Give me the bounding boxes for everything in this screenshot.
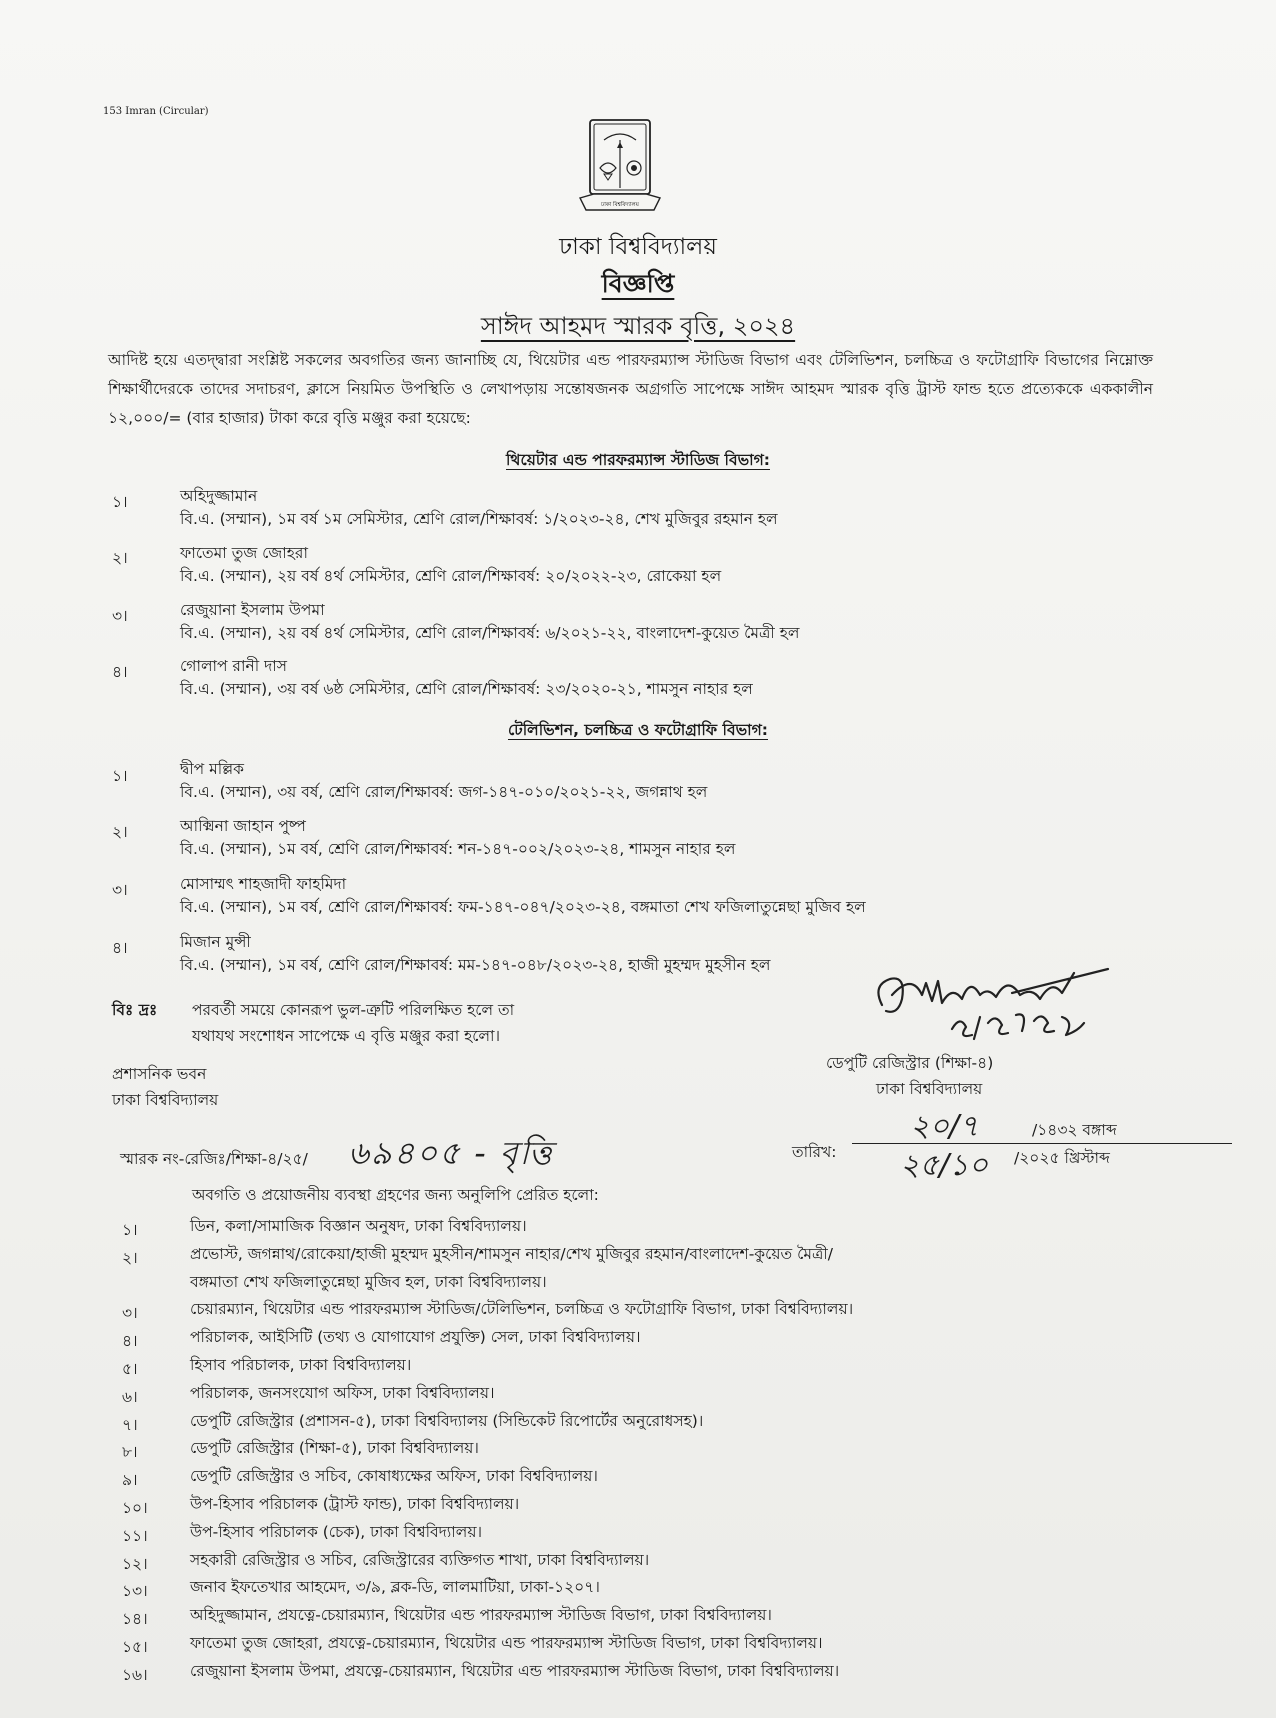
university-name: ঢাকা বিশ্ববিদ্যালয় [559,234,717,260]
cc-item-text: ডেপুটি রেজিস্ট্রার (শিক্ষা-৫), ঢাকা বিশ্ববিদ্যালয়। [190,1439,479,1457]
cc-item-number: ১৬। [122,1666,148,1684]
dept2-num-2: ২। [112,823,128,841]
dept2-num-1: ১। [112,767,128,785]
cc-item-number: ৫। [122,1360,138,1378]
cc-item-text: ডিন, কলা/সামাজিক বিজ্ঞান অনুষদ, ঢাকা বিশ্ববিদ্যালয়। [190,1217,527,1235]
dept1-num-1: ১। [112,493,128,511]
office-line-2: ঢাকা বিশ্ববিদ্যালয় [112,1091,219,1109]
signature-image [862,965,1122,1047]
note-label: বিঃ দ্রঃ [112,1001,158,1019]
cc-item-text: জনাব ইফতেখার আহমেদ, ৩/৯, ব্লক-ডি, লালমাটিয়া, ঢাকা-১২০৭। [190,1578,600,1596]
cc-item-number: ১০। [122,1499,148,1517]
dept1-num-2: ২। [112,549,128,567]
note-line-1: পরবর্তী সময়ে কোনরূপ ভুল-ত্রুটি পরিলক্ষিত হলে তা [192,1001,515,1019]
date-bengali-handwritten: ২০/৭ [910,1109,979,1144]
date-label: তারিখ: [792,1143,837,1161]
cc-item-text: চেয়ারম্যান, থিয়েটার এন্ড পারফরম্যান্স স্টাডিজ/টেলিভিশন, চলচ্চিত্র ও ফটোগ্রাফি বিভাগ, ঢাকা বিশ্ববিদ্যালয়। [190,1300,854,1318]
cc-item-number: ১৩। [122,1582,148,1600]
date-gregorian-suffix: /২০২৫ খ্রিস্টাব্দ [1014,1149,1110,1167]
scholarship-title-text: সাঈদ আহমদ স্মারক বৃত্তি, ২০২৪ [480,312,796,340]
dept1-name-3: রেজুয়ানা ইসলাম উপমা [180,601,325,619]
office-line-1: প্রশাসনিক ভবন [112,1065,207,1083]
cc-item-number: ৩। [122,1304,138,1322]
dept2-details-4: বি.এ. (সম্মান), ১ম বর্ষ, শ্রেণি রোল/শিক্ষাবর্ষ: মম-১৪৭-০৪৮/২০২৩-২৪, হাজী মুহম্মদ মুহসীন হল [180,956,771,974]
cc-item-text: ডেপুটি রেজিস্ট্রার ও সচিব, কোষাধ্যক্ষের অফিস, ঢাকা বিশ্ববিদ্যালয়। [190,1467,598,1485]
cc-item-number: ৮। [122,1443,138,1461]
dept1-num-4: ৪। [112,663,128,681]
cc-item-number: ১২। [122,1555,148,1573]
cc-item-number: ৭। [122,1416,138,1434]
cc-item-text: উপ-হিসাব পরিচালক (ট্রাস্ট ফান্ড), ঢাকা বিশ্ববিদ্যালয়। [190,1495,520,1513]
memo-prefix: স্মারক নং-রেজিঃ/শিক্ষা-৪/২৫/ [120,1150,308,1168]
cc-item-number: ৪। [122,1332,138,1350]
scholarship-title [0,308,1276,348]
cc-item-text: পরিচালক, জনসংযোগ অফিস, ঢাকা বিশ্ববিদ্যালয়। [190,1384,495,1402]
signatory-org: ঢাকা বিশ্ববিদ্যালয় [876,1080,983,1098]
cc-item-text: রেজুয়ানা ইসলাম উপমা, প্রযত্নে-চেয়ারম্যান, থিয়েটার এন্ড পারফরম্যান্স স্টাডিজ বিভাগ, ঢাকা বিশ্ববিদ্যালয়। [190,1662,840,1680]
dept1-num-3: ৩। [112,607,128,625]
dept1-name-1: অহিদুজ্জামান [180,487,258,505]
cc-heading: অবগতি ও প্রয়োজনীয় ব্যবস্থা গ্রহণের জন্য অনুলিপি প্রেরিত হলো: [192,1186,599,1204]
cc-item-text: হিসাব পরিচালক, ঢাকা বিশ্ববিদ্যালয়। [190,1356,412,1374]
cc-item-number: ২। [122,1249,138,1267]
dept2-name-1: দ্বীপ মল্লিক [180,760,245,778]
memo-number-handwritten: ৬৯৪০৫ - বৃত্তি [348,1134,554,1172]
dept2-name-3: মোসাম্মৎ শাহজাদী ফাহমিদা [180,875,347,893]
dept2-details-3: বি.এ. (সম্মান), ১ম বর্ষ, শ্রেণি রোল/শিক্ষাবর্ষ: ফম-১৪৭-০৪৭/২০২৩-২৪, বঙ্গমাতা শেখ ফজিলাতুন্নেছা মুজিব হল [180,898,866,916]
notice-title [0,264,1276,307]
dept2-num-3: ৩। [112,881,128,899]
logo-text: ঢাকা বিশ্ববিদ্যালয় [601,202,639,208]
dept1-details-4: বি.এ. (সম্মান), ৩য় বর্ষ ৬ষ্ঠ সেমিস্টার, শ্রেণি রোল/শিক্ষাবর্ষ: ২৩/২০২০-২১, শামসুন নাহার হল [180,680,753,698]
dept2-details-2: বি.এ. (সম্মান), ১ম বর্ষ, শ্রেণি রোল/শিক্ষাবর্ষ: শন-১৪৭-০০২/২০২৩-২৪, শামসুন নাহার হল [180,840,736,858]
cc-item-text: ডেপুটি রেজিস্ট্রার (প্রশাসন-৫), ঢাকা বিশ্ববিদ্যালয় (সিন্ডিকেট রিপোর্টের অনুরোধসহ)। [190,1412,704,1430]
note-line-2: যথাযথ সংশোধন সাপেক্ষে এ বৃত্তি মঞ্জুর করা হলো। [192,1027,501,1045]
dept2-name-4: মিজান মুন্সী [180,933,251,951]
cc-item-number: ১৪। [122,1610,148,1628]
dept2-details-1: বি.এ. (সম্মান), ৩য় বর্ষ, শ্রেণি রোল/শিক্ষাবর্ষ: জগ-১৪৭-০১০/২০২১-২২, জগন্নাথ হল [180,783,708,801]
cc-item-text: প্রভোস্ট, জগন্নাথ/রোকেয়া/হাজী মুহম্মদ মুহসীন/শামসুন নাহার/শেখ মুজিবুর রহমান/বাংলাদেশ-কুয়েত মৈত্রী/ [190,1245,833,1263]
dept1-title: থিয়েটার এন্ড পারফরম্যান্স স্টাডিজ বিভাগ: [506,451,770,469]
cc-item-text: বঙ্গমাতা শেখ ফজিলাতুন্নেছা মুজিব হল, ঢাকা বিশ্ববিদ্যালয়। [190,1273,547,1291]
dept2-name-2: আক্মিনা জাহান পুষ্প [180,817,306,835]
cc-item-text: উপ-হিসাব পরিচালক (চেক), ঢাকা বিশ্ববিদ্যালয়। [190,1523,483,1541]
cc-item-text: ফাতেমা তুজ জোহরা, প্রযত্নে-চেয়ারম্যান, থিয়েটার এন্ড পারফরম্যান্স স্টাডিজ বিভাগ, ঢাকা বিশ্ববিদ্যালয়। [190,1634,823,1652]
cc-item-number: ১। [122,1221,138,1239]
cc-item-text: সহকারী রেজিস্ট্রার ও সচিব, রেজিস্ট্রারের ব্যক্তিগত শাখা, ঢাকা বিশ্ববিদ্যালয়। [190,1551,650,1569]
file-label: 153 Imran (Circular) [103,106,209,117]
dept2-title: টেলিভিশন, চলচ্চিত্র ও ফটোগ্রাফি বিভাগ: [507,721,768,739]
signatory-title: ডেপুটি রেজিস্ট্রার (শিক্ষা-৪) [826,1054,994,1072]
dept1-details-1: বি.এ. (সম্মান), ১ম বর্ষ ১ম সেমিস্টার, শ্রেণি রোল/শিক্ষাবর্ষ: ১/২০২৩-২৪, শেখ মুজিবুর রহমান হল [180,510,778,528]
cc-item-number: ১৫। [122,1638,148,1656]
university-logo-icon [578,118,662,218]
date-bengali-suffix: /১৪৩২ বঙ্গাব্দ [1032,1121,1117,1139]
notice-title-text: বিজ্ঞপ্তি [601,269,675,298]
dept1-details-2: বি.এ. (সম্মান), ২য় বর্ষ ৪র্থ সেমিস্টার, শ্রেণি রোল/শিক্ষাবর্ষ: ২০/২০২২-২৩, রোকেয়া হল [180,567,722,585]
dept1-details-3: বি.এ. (সম্মান), ২য় বর্ষ ৪র্থ সেমিস্টার, শ্রেণি রোল/শিক্ষাবর্ষ: ৬/২০২১-২২, বাংলাদেশ-কুয়েত মৈত্রী হল [180,624,800,642]
cc-item-number: ১১। [122,1527,148,1545]
dept2-num-4: ৪। [112,939,128,957]
date-gregorian-handwritten: ২৫/১০ [900,1148,989,1183]
cc-item-number: ৯। [122,1471,138,1489]
cc-item-number: ৬। [122,1388,138,1406]
dept1-name-2: ফাতেমা তুজ জোহরা [180,544,308,562]
intro-paragraph: আদিষ্ট হয়ে এতদ্দ্বারা সংশ্লিষ্ট সকলের অবগতির জন্য জানাচ্ছি যে, থিয়েটার এন্ড পারফরম্যান্স স্টাডিজ বিভাগ এবং টেলিভিশন, চলচ্চিত্র ও ফটোগ্রাফি বিভাগের নিম্নোক্ত শিক্ষার্থীদেরকে তাদের সদাচরণ, ক্লাসে নিয়মিত উপস্থিতি ও লেখাপড়ায় সন্তোষজনক অগ্রগতি সাপেক্ষে সাঈদ আহমদ স্মারক বৃত্তি ট্রাস্ট ফান্ড হতে প্রত্যেককে এককালীন ১২,০০০/= (বার হাজার) টাকা করে বৃত্তি মঞ্জুর করা হয়েছে: [108,351,1153,427]
dept1-name-4: গোলাপ রানী দাস [180,657,287,675]
cc-item-text: অহিদুজ্জামান, প্রযত্নে-চেয়ারম্যান, থিয়েটার এন্ড পারফরম্যান্স স্টাডিজ বিভাগ, ঢাকা বিশ্ববিদ্যালয়। [190,1606,772,1624]
cc-item-text: পরিচালক, আইসিটি (তথ্য ও যোগাযোগ প্রযুক্তি) সেল, ঢাকা বিশ্ববিদ্যালয়। [190,1328,641,1346]
